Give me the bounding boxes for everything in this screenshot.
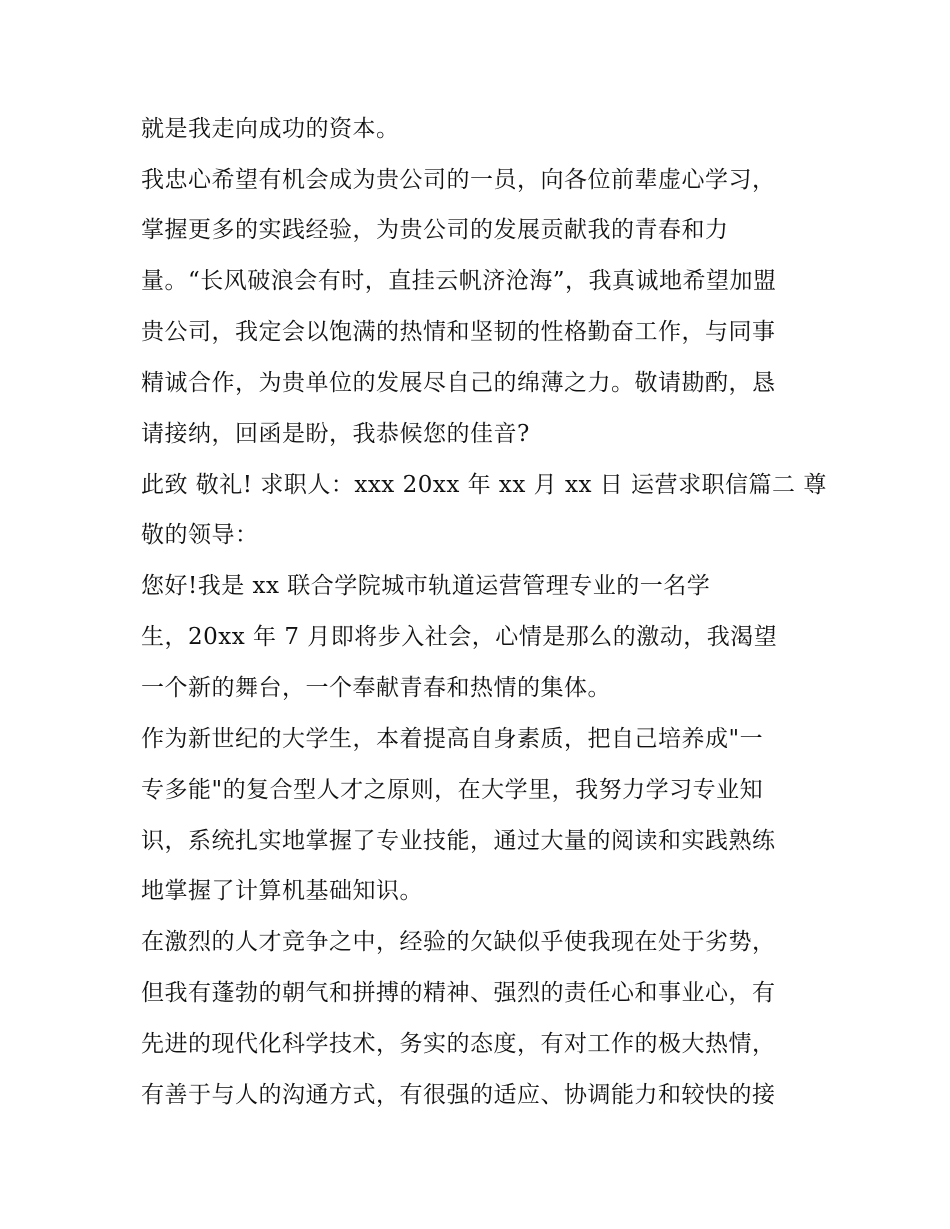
text-line: 我忠心希望有机会成为贵公司的一员，向各位前辈虚心学习， bbox=[141, 167, 776, 193]
text-line: 掌握更多的实践经验，为贵公司的发展贡献我的青春和力 bbox=[141, 217, 729, 243]
text-line: 生，20xx 年 7 月即将步入社会，心情是那么的激动，我渴望 bbox=[141, 624, 778, 650]
text-line: 在激烈的人才竞争之中，经验的欠缺似乎使我现在处于劣势， bbox=[141, 929, 776, 955]
text-line: 有善于与人的沟通方式，有很强的适应、协调能力和较快的接 bbox=[141, 1082, 776, 1108]
text-line: 精诚合作，为贵单位的发展尽自己的绵薄之力。敬请勘酌，恳 bbox=[141, 370, 776, 396]
text-line: 一个新的舞台，一个奉献青春和热情的集体。 bbox=[141, 675, 611, 701]
text-line: 先进的现代化科学技术，务实的态度，有对工作的极大热情， bbox=[141, 1031, 776, 1057]
text-line: 专多能"的复合型人才之原则，在大学里，我努力学习专业知 bbox=[141, 777, 764, 803]
text-line: 敬的领导： bbox=[141, 522, 259, 548]
text-line: 就是我走向成功的资本。 bbox=[141, 116, 400, 142]
text-line: 量。“长风破浪会有时，直挂云帆济沧海”，我真诚地希望加盟 bbox=[141, 268, 777, 294]
text-line: 地掌握了计算机基础知识。 bbox=[141, 878, 423, 904]
text-line: 作为新世纪的大学生，本着提高自身素质，把自己培养成"一 bbox=[141, 726, 764, 752]
text-line: 此致 敬礼! 求职人：xxx 20xx 年 xx 月 xx 日 运营求职信篇二 尊 bbox=[141, 472, 827, 498]
text-line: 但我有蓬勃的朝气和拼搏的精神、强烈的责任心和事业心，有 bbox=[141, 980, 776, 1006]
text-line: 请接纳，回函是盼，我恭候您的佳音? bbox=[141, 421, 530, 447]
text-line: 贵公司，我定会以饱满的热情和坚韧的性格勤奋工作，与同事 bbox=[141, 319, 776, 345]
text-line: 您好!我是 xx 联合学院城市轨道运营管理专业的一名学 bbox=[141, 573, 711, 599]
text-line: 识，系统扎实地掌握了专业技能，通过大量的阅读和实践熟练 bbox=[141, 828, 776, 854]
